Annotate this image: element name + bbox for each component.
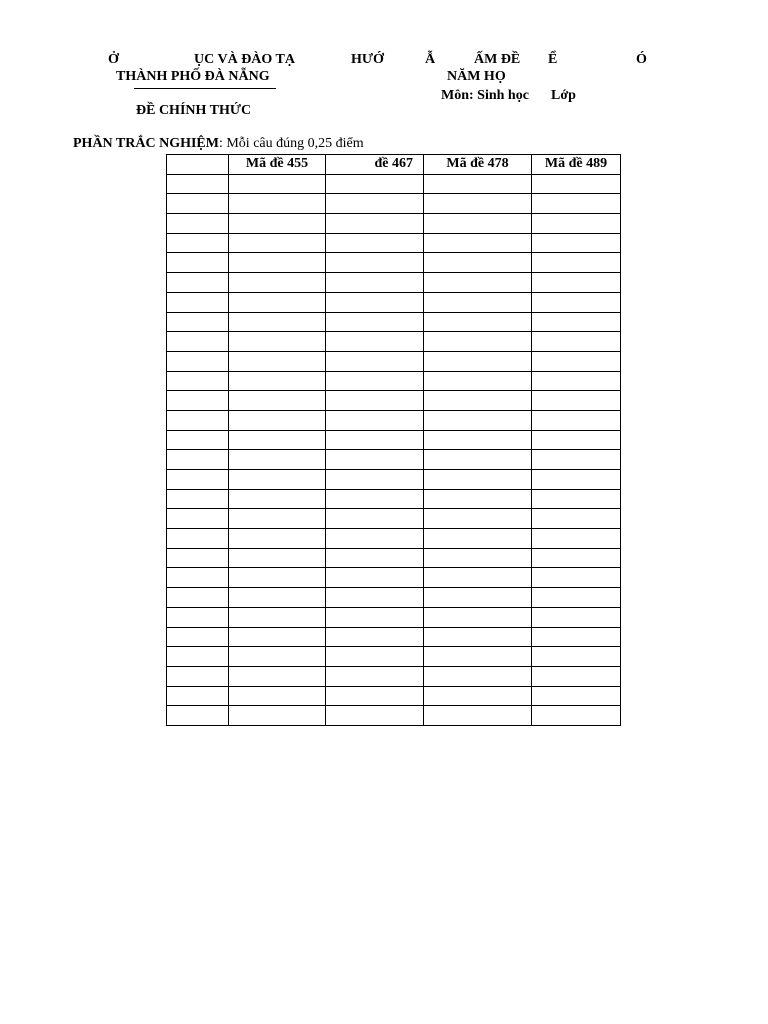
table-cell [532,686,621,706]
table-cell [532,430,621,450]
table-cell [326,627,424,647]
header-left-line1-a: Ở [108,52,119,67]
table-cell [326,233,424,253]
table-cell [326,410,424,430]
table-cell [229,706,326,726]
table-cell [532,666,621,686]
header-city: THÀNH PHỐ ĐÀ NẴNG [116,69,270,84]
table-row [167,529,621,549]
table-cell [229,292,326,312]
header-right-line1-b: Ẫ [425,52,436,67]
header-grade: Lớp [551,88,576,103]
table-cell [424,292,532,312]
header-right-line1-d: Ể [548,52,558,67]
table-cell [167,273,229,293]
table-cell [167,529,229,549]
table-row [167,666,621,686]
table-cell [326,174,424,194]
table-cell [229,312,326,332]
table-cell [532,470,621,490]
table-cell [326,351,424,371]
table-cell [326,312,424,332]
table-row [167,233,621,253]
header-cell-455: Mã đề 455 [229,155,326,175]
table-row [167,351,621,371]
header-cell-478: Mã đề 478 [424,155,532,175]
table-cell [326,273,424,293]
table-cell [424,312,532,332]
table-cell [326,470,424,490]
table-cell [167,174,229,194]
table-cell [167,647,229,667]
table-row [167,214,621,234]
table-cell [167,391,229,411]
table-cell [326,489,424,509]
table-cell [167,568,229,588]
table-row [167,253,621,273]
table-cell [532,489,621,509]
table-cell [229,233,326,253]
table-cell [326,391,424,411]
table-cell [532,627,621,647]
table-cell [167,410,229,430]
table-row [167,391,621,411]
table-cell [229,194,326,214]
table-cell [424,529,532,549]
table-cell [326,548,424,568]
answer-table [166,154,621,726]
table-cell [229,332,326,352]
table-row [167,489,621,509]
table-row [167,706,621,726]
table-cell [167,470,229,490]
table-cell [424,666,532,686]
table-row [167,686,621,706]
table-row [167,450,621,470]
table-cell [229,666,326,686]
table-cell [326,450,424,470]
table-cell [424,706,532,726]
answer-table-body [167,174,621,725]
table-cell [229,273,326,293]
table-cell [532,391,621,411]
table-cell [532,607,621,627]
table-row [167,647,621,667]
table-cell [229,568,326,588]
table-cell [532,371,621,391]
table-cell [424,214,532,234]
table-row [167,194,621,214]
table-cell [532,706,621,726]
table-cell [424,489,532,509]
table-cell [532,174,621,194]
table-cell [229,548,326,568]
table-cell [167,607,229,627]
table-cell [532,332,621,352]
table-row [167,548,621,568]
table-cell [532,548,621,568]
table-cell [229,489,326,509]
table-cell [424,430,532,450]
table-cell [326,214,424,234]
table-row [167,292,621,312]
table-cell [532,647,621,667]
table-cell [326,371,424,391]
table-cell [326,607,424,627]
table-cell [424,273,532,293]
table-cell [326,686,424,706]
table-cell [424,450,532,470]
table-row [167,371,621,391]
table-cell [424,686,532,706]
table-cell [326,332,424,352]
table-row [167,410,621,430]
table-cell [424,194,532,214]
table-row [167,568,621,588]
table-cell [229,470,326,490]
table-cell [229,351,326,371]
table-cell [167,548,229,568]
table-cell [532,194,621,214]
section-note: : Mỗi câu đúng 0,25 điểm [218,136,364,151]
table-cell [167,371,229,391]
table-cell [424,332,532,352]
table-cell [424,627,532,647]
table-cell [229,529,326,549]
section-intro [73,136,364,152]
section-title: PHẦN TRẮC NGHIỆM [73,136,219,151]
table-cell [229,686,326,706]
table-cell [167,627,229,647]
table-cell [532,312,621,332]
table-cell [532,529,621,549]
table-cell [167,430,229,450]
table-cell [532,233,621,253]
table-row [167,470,621,490]
table-cell [326,292,424,312]
table-cell [167,666,229,686]
table-cell [229,214,326,234]
table-row [167,509,621,529]
table-cell [167,312,229,332]
table-cell [326,529,424,549]
table-cell [326,588,424,608]
table-cell [229,253,326,273]
table-cell [424,548,532,568]
table-cell [229,174,326,194]
table-row [167,430,621,450]
table-cell [424,253,532,273]
table-cell [167,233,229,253]
table-cell [326,430,424,450]
table-cell [167,489,229,509]
table-cell [326,194,424,214]
header-subject: Môn: Sinh học [441,88,529,103]
table-cell [326,253,424,273]
table-row [167,627,621,647]
table-cell [532,273,621,293]
table-cell [167,194,229,214]
table-cell [229,627,326,647]
table-cell [424,351,532,371]
table-cell [532,292,621,312]
header-cell-467: đề 467 [326,155,424,175]
table-cell [167,292,229,312]
table-cell [424,647,532,667]
table-cell [229,371,326,391]
table-cell [229,647,326,667]
table-cell [424,607,532,627]
table-cell [326,568,424,588]
table-cell [167,332,229,352]
table-cell [229,450,326,470]
header-cell-blank [167,155,229,175]
table-cell [424,410,532,430]
table-cell [424,509,532,529]
table-cell [167,686,229,706]
table-cell [326,647,424,667]
header-cell-489: Mã đề 489 [532,155,621,175]
table-row [167,312,621,332]
table-cell [167,253,229,273]
table-cell [229,410,326,430]
official-label: ĐỀ CHÍNH THỨC [136,103,252,118]
table-cell [229,588,326,608]
table-cell [532,253,621,273]
table-cell [424,588,532,608]
table-cell [167,706,229,726]
table-cell [424,391,532,411]
table-row [167,174,621,194]
table-row [167,607,621,627]
table-cell [229,607,326,627]
table-cell [229,509,326,529]
table-cell [167,588,229,608]
table-cell [424,233,532,253]
table-cell [424,174,532,194]
header-right-line1-a: HƯỚ [351,52,384,67]
table-cell [532,450,621,470]
header-right-line1-e: Ó [636,52,647,67]
table-cell [326,666,424,686]
table-cell [167,214,229,234]
table-cell [424,371,532,391]
header-school-year: NĂM HỌ [447,69,506,84]
table-row [167,332,621,352]
table-cell [167,351,229,371]
table-cell [424,470,532,490]
table-row [167,273,621,293]
header-underline [134,88,276,89]
table-cell [532,410,621,430]
table-cell [424,568,532,588]
table-cell [229,391,326,411]
table-cell [167,509,229,529]
table-cell [532,588,621,608]
table-cell [167,450,229,470]
table-cell [326,706,424,726]
header-right-line1-c: ẤM ĐỀ [474,52,521,67]
table-cell [532,509,621,529]
table-row [167,588,621,608]
table-cell [532,351,621,371]
table-cell [532,568,621,588]
header-left-line1-b: ỤC VÀ ĐÀO TẠ [194,52,295,67]
table-cell [532,214,621,234]
table-cell [229,430,326,450]
table-header-row [167,155,621,175]
table-cell [326,509,424,529]
